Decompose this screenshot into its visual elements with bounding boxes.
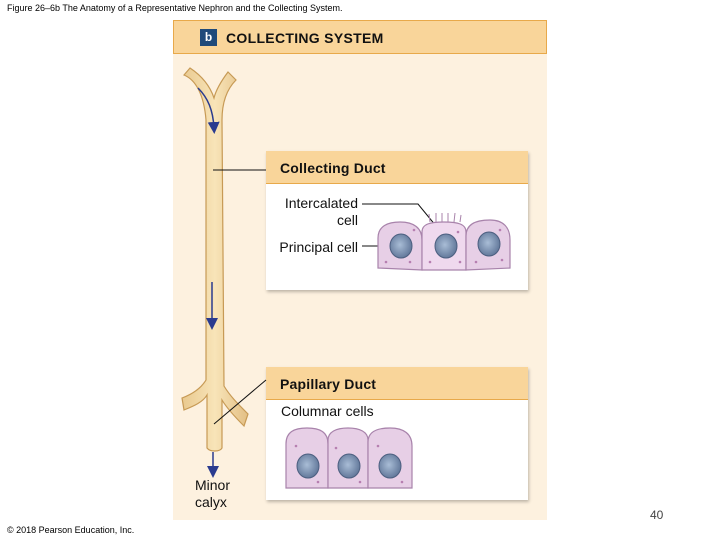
copyright: © 2018 Pearson Education, Inc. <box>7 525 135 535</box>
columnar-cells <box>286 428 412 488</box>
panel-letter-badge: b <box>200 29 217 46</box>
microvilli <box>429 213 461 222</box>
nucleus-middle <box>435 234 457 258</box>
page-number: 40 <box>650 508 664 522</box>
minor-calyx-label-line1: Minor <box>195 477 231 493</box>
columnar-cells-label: Columnar cells <box>281 403 374 419</box>
panel-title: COLLECTING SYSTEM <box>226 30 384 46</box>
intercalated-cell-label-line2: cell <box>336 212 358 228</box>
collecting-duct-title: Collecting Duct <box>280 160 386 176</box>
principal-cell-label: Principal cell <box>279 239 358 255</box>
collecting-duct-tube <box>182 68 248 451</box>
collecting-duct-cells <box>378 213 510 270</box>
columnar-nucleus-2 <box>338 454 360 478</box>
columnar-nucleus-1 <box>297 454 319 478</box>
columnar-nucleus-3 <box>379 454 401 478</box>
figure-caption: Figure 26–6b The Anatomy of a Representative Nephron and the Collecting System. <box>7 3 343 13</box>
nucleus-right <box>478 232 500 256</box>
nucleus-left <box>390 234 412 258</box>
papillary-duct-title: Papillary Duct <box>280 376 377 392</box>
minor-calyx-label-line2: calyx <box>195 494 227 510</box>
intercalated-cell-label-line1: Intercalated <box>284 195 358 211</box>
